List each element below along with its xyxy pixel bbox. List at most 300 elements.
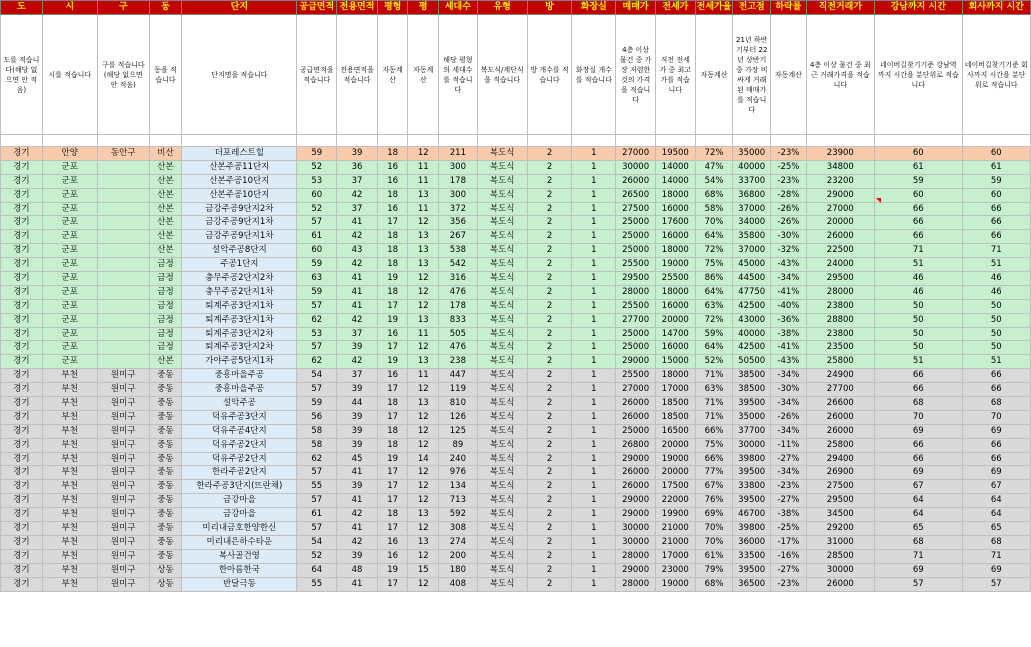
data-cell[interactable]: 60	[297, 188, 337, 202]
data-cell[interactable]: 44500	[733, 272, 771, 286]
data-cell[interactable]: 중흥마을주공	[182, 369, 297, 383]
data-cell[interactable]: 26000	[616, 174, 656, 188]
data-cell[interactable]: 72%	[695, 244, 733, 258]
data-cell[interactable]: 71	[874, 549, 962, 563]
data-cell[interactable]: 29000	[616, 508, 656, 522]
data-cell[interactable]: 14000	[655, 174, 695, 188]
data-cell[interactable]: 200	[439, 549, 478, 563]
data-cell[interactable]: 62	[297, 452, 337, 466]
data-cell[interactable]: 178	[439, 299, 478, 313]
data-cell[interactable]: 26000	[616, 397, 656, 411]
data-cell[interactable]: 원미구	[97, 438, 149, 452]
data-cell[interactable]: 중동	[149, 508, 182, 522]
data-cell[interactable]: 1	[572, 230, 616, 244]
data-cell[interactable]: 2	[527, 244, 572, 258]
data-cell[interactable]: -40%	[771, 299, 807, 313]
data-cell[interactable]: 26000	[806, 230, 874, 244]
data-cell[interactable]: -41%	[771, 341, 807, 355]
data-cell[interactable]: 2	[527, 577, 572, 591]
data-cell[interactable]: 12	[408, 272, 439, 286]
data-cell[interactable]: 238	[439, 355, 478, 369]
data-cell[interactable]: 51	[962, 258, 1030, 272]
data-cell[interactable]: 18	[377, 230, 408, 244]
column-header-cell[interactable]: 화장실	[572, 1, 616, 15]
data-cell[interactable]: 20000	[806, 216, 874, 230]
data-cell[interactable]: 33800	[733, 480, 771, 494]
data-cell[interactable]: 23200	[806, 174, 874, 188]
data-cell[interactable]: -30%	[771, 230, 807, 244]
data-cell[interactable]: 68	[874, 535, 962, 549]
data-cell[interactable]: 125	[439, 424, 478, 438]
data-cell[interactable]: 66	[874, 383, 962, 397]
data-cell[interactable]: 29000	[806, 188, 874, 202]
empty-cell[interactable]	[1, 135, 43, 147]
data-cell[interactable]: 51	[874, 355, 962, 369]
data-cell[interactable]: 복도식	[477, 563, 527, 577]
data-cell[interactable]: 53	[297, 174, 337, 188]
data-cell[interactable]: 63	[297, 272, 337, 286]
data-cell[interactable]: 41	[337, 299, 378, 313]
data-cell[interactable]: 79%	[695, 563, 733, 577]
data-cell[interactable]: 67%	[695, 480, 733, 494]
data-cell[interactable]: 원미구	[97, 369, 149, 383]
data-cell[interactable]: 59%	[695, 327, 733, 341]
data-cell[interactable]: 2	[527, 563, 572, 577]
data-cell[interactable]: 경기	[1, 549, 43, 563]
data-cell[interactable]: 66	[962, 230, 1030, 244]
data-cell[interactable]: 59	[962, 174, 1030, 188]
empty-cell[interactable]	[616, 135, 656, 147]
data-cell[interactable]: 1	[572, 341, 616, 355]
data-cell[interactable]: 2	[527, 494, 572, 508]
data-cell[interactable]	[97, 244, 149, 258]
data-cell[interactable]: 2	[527, 313, 572, 327]
data-cell[interactable]	[97, 202, 149, 216]
data-cell[interactable]: 48	[337, 563, 378, 577]
data-cell[interactable]: -38%	[771, 508, 807, 522]
data-cell[interactable]: 42	[337, 230, 378, 244]
data-cell[interactable]: 중동	[149, 466, 182, 480]
data-cell[interactable]: 19	[377, 272, 408, 286]
empty-cell[interactable]	[806, 135, 874, 147]
data-cell[interactable]: 군포	[42, 285, 97, 299]
data-cell[interactable]: 1	[572, 563, 616, 577]
data-cell[interactable]: 60	[297, 244, 337, 258]
data-cell[interactable]: 14000	[655, 160, 695, 174]
data-cell[interactable]: 29500	[616, 272, 656, 286]
data-cell[interactable]: 68%	[695, 188, 733, 202]
data-cell[interactable]: 복도식	[477, 174, 527, 188]
data-cell[interactable]: 42	[337, 188, 378, 202]
data-cell[interactable]: 2	[527, 147, 572, 161]
data-cell[interactable]: 더포레스트힐	[182, 147, 297, 161]
data-cell[interactable]: 1	[572, 535, 616, 549]
data-cell[interactable]: 1	[572, 480, 616, 494]
data-cell[interactable]: 경기	[1, 258, 43, 272]
data-cell[interactable]: 25800	[806, 355, 874, 369]
data-cell[interactable]: 35000	[733, 147, 771, 161]
data-cell[interactable]: 2	[527, 355, 572, 369]
data-cell[interactable]: 원미구	[97, 397, 149, 411]
data-cell[interactable]: 30000	[616, 535, 656, 549]
data-cell[interactable]: 46	[962, 285, 1030, 299]
data-cell[interactable]: 65	[874, 522, 962, 536]
data-cell[interactable]: 63%	[695, 383, 733, 397]
data-cell[interactable]: 경기	[1, 230, 43, 244]
data-cell[interactable]: 16	[377, 535, 408, 549]
data-cell[interactable]: 43000	[733, 313, 771, 327]
data-cell[interactable]: 70%	[695, 522, 733, 536]
data-cell[interactable]: 산본	[149, 216, 182, 230]
data-cell[interactable]: 덕유주공3단지	[182, 410, 297, 424]
data-cell[interactable]: 39	[337, 480, 378, 494]
data-cell[interactable]: 안양	[42, 147, 97, 161]
data-cell[interactable]: 복도식	[477, 549, 527, 563]
column-header-cell[interactable]: 직전거래가	[806, 1, 874, 15]
data-cell[interactable]: 23800	[806, 299, 874, 313]
data-cell[interactable]: 경기	[1, 480, 43, 494]
data-cell[interactable]: 33700	[733, 174, 771, 188]
data-cell[interactable]: 13	[408, 258, 439, 272]
data-cell[interactable]: 12	[408, 438, 439, 452]
data-cell[interactable]: 2	[527, 522, 572, 536]
data-cell[interactable]: 산본주공11단지	[182, 160, 297, 174]
data-cell[interactable]: 16	[377, 174, 408, 188]
data-cell[interactable]: 주공1단지	[182, 258, 297, 272]
data-cell[interactable]: 1	[572, 147, 616, 161]
data-cell[interactable]: 원미구	[97, 494, 149, 508]
data-cell[interactable]: 19	[377, 355, 408, 369]
data-cell[interactable]: 476	[439, 341, 478, 355]
data-cell[interactable]: 23000	[655, 563, 695, 577]
data-cell[interactable]: 51	[874, 258, 962, 272]
data-cell[interactable]: 69	[874, 563, 962, 577]
description-cell[interactable]: 자동계산	[771, 15, 807, 135]
description-cell[interactable]: 네이버길찾기기준 강남역까지 시간을 분단위로 적습니다	[874, 15, 962, 135]
data-cell[interactable]: 복도식	[477, 383, 527, 397]
data-cell[interactable]: 27500	[616, 202, 656, 216]
data-cell[interactable]: -34%	[771, 397, 807, 411]
data-cell[interactable]: 군포	[42, 258, 97, 272]
data-cell[interactable]: 126	[439, 410, 478, 424]
data-cell[interactable]: 부천	[42, 522, 97, 536]
data-cell[interactable]: 15	[408, 563, 439, 577]
data-cell[interactable]: 25500	[616, 299, 656, 313]
data-cell[interactable]: 69	[874, 424, 962, 438]
data-cell[interactable]: 16000	[655, 299, 695, 313]
data-cell[interactable]: 26000	[616, 480, 656, 494]
data-cell[interactable]: 39	[337, 147, 378, 161]
empty-cell[interactable]	[695, 135, 733, 147]
data-cell[interactable]: 26000	[806, 577, 874, 591]
data-cell[interactable]: 27700	[616, 313, 656, 327]
data-cell[interactable]: 26000	[806, 424, 874, 438]
data-cell[interactable]: 11	[408, 369, 439, 383]
data-cell[interactable]: 2	[527, 327, 572, 341]
data-cell[interactable]: 39500	[733, 466, 771, 480]
data-cell[interactable]: 17	[377, 466, 408, 480]
data-cell[interactable]: 부천	[42, 452, 97, 466]
data-cell[interactable]: 17	[377, 341, 408, 355]
data-cell[interactable]: 군포	[42, 313, 97, 327]
data-cell[interactable]: 2	[527, 549, 572, 563]
data-cell[interactable]: 76%	[695, 494, 733, 508]
data-cell[interactable]: 50	[874, 341, 962, 355]
column-header-cell[interactable]: 구	[97, 1, 149, 15]
data-cell[interactable]: 66	[962, 452, 1030, 466]
data-cell[interactable]: 복도식	[477, 313, 527, 327]
data-cell[interactable]: 19	[377, 313, 408, 327]
data-cell[interactable]: 57	[874, 577, 962, 591]
data-cell[interactable]: 17000	[655, 549, 695, 563]
data-cell[interactable]: 18000	[655, 188, 695, 202]
data-cell[interactable]: 복도식	[477, 397, 527, 411]
data-cell[interactable]: 원미구	[97, 535, 149, 549]
data-cell[interactable]: 39800	[733, 452, 771, 466]
description-cell[interactable]: 자동계산	[695, 15, 733, 135]
data-cell[interactable]: 26600	[806, 397, 874, 411]
data-cell[interactable]: 58	[297, 424, 337, 438]
data-cell[interactable]: 72%	[695, 313, 733, 327]
data-cell[interactable]: 복도식	[477, 216, 527, 230]
data-cell[interactable]	[97, 285, 149, 299]
data-cell[interactable]: 33500	[733, 549, 771, 563]
data-cell[interactable]: 25000	[616, 230, 656, 244]
data-cell[interactable]: 12	[408, 522, 439, 536]
data-cell[interactable]: 52%	[695, 355, 733, 369]
data-cell[interactable]: 18	[377, 508, 408, 522]
data-cell[interactable]: 18	[377, 258, 408, 272]
data-cell[interactable]: 중동	[149, 452, 182, 466]
data-cell[interactable]: -27%	[771, 563, 807, 577]
data-cell[interactable]: 원미구	[97, 522, 149, 536]
data-cell[interactable]: 원미구	[97, 508, 149, 522]
empty-cell[interactable]	[733, 135, 771, 147]
description-cell[interactable]: 단지명을 적습니다	[182, 15, 297, 135]
column-header-cell[interactable]: 평	[408, 1, 439, 15]
data-cell[interactable]: 1	[572, 397, 616, 411]
data-cell[interactable]: 2	[527, 174, 572, 188]
data-cell[interactable]: 1	[572, 160, 616, 174]
data-cell[interactable]: 66	[962, 369, 1030, 383]
data-cell[interactable]: 51	[962, 355, 1030, 369]
data-cell[interactable]: 46	[874, 272, 962, 286]
data-cell[interactable]: 267	[439, 230, 478, 244]
data-cell[interactable]: 부천	[42, 494, 97, 508]
data-cell[interactable]: 부천	[42, 438, 97, 452]
data-cell[interactable]: 713	[439, 494, 478, 508]
data-cell[interactable]: 26500	[616, 188, 656, 202]
data-cell[interactable]: 중동	[149, 480, 182, 494]
data-cell[interactable]: 복도식	[477, 147, 527, 161]
data-cell[interactable]: 50	[874, 299, 962, 313]
data-cell[interactable]: 77%	[695, 466, 733, 480]
data-cell[interactable]: 부천	[42, 549, 97, 563]
data-cell[interactable]: 57	[297, 494, 337, 508]
data-cell[interactable]: 경기	[1, 563, 43, 577]
data-cell[interactable]: 복도식	[477, 341, 527, 355]
data-cell[interactable]: 54	[297, 535, 337, 549]
data-cell[interactable]: 원미구	[97, 549, 149, 563]
data-cell[interactable]: 경기	[1, 327, 43, 341]
data-cell[interactable]: 19000	[655, 258, 695, 272]
column-header-cell[interactable]: 유형	[477, 1, 527, 15]
data-cell[interactable]: 경기	[1, 535, 43, 549]
description-cell[interactable]: 공급면적을 적습니다	[297, 15, 337, 135]
data-cell[interactable]: 29200	[806, 522, 874, 536]
data-cell[interactable]: 39	[337, 424, 378, 438]
data-cell[interactable]: 66	[962, 216, 1030, 230]
data-cell[interactable]: 57	[297, 299, 337, 313]
data-cell[interactable]: -26%	[771, 410, 807, 424]
data-cell[interactable]: 경기	[1, 216, 43, 230]
empty-cell[interactable]	[527, 135, 572, 147]
data-cell[interactable]: 1	[572, 258, 616, 272]
data-cell[interactable]: 64	[874, 494, 962, 508]
data-cell[interactable]: 경기	[1, 466, 43, 480]
data-cell[interactable]: 274	[439, 535, 478, 549]
data-cell[interactable]: 2	[527, 424, 572, 438]
data-cell[interactable]: 67	[962, 480, 1030, 494]
data-cell[interactable]: 35800	[733, 230, 771, 244]
data-cell[interactable]: 17	[377, 480, 408, 494]
data-cell[interactable]: 중동	[149, 369, 182, 383]
empty-cell[interactable]	[874, 135, 962, 147]
data-cell[interactable]: 542	[439, 258, 478, 272]
data-cell[interactable]: 37	[337, 174, 378, 188]
data-cell[interactable]: 중동	[149, 397, 182, 411]
data-cell[interactable]: 중동	[149, 424, 182, 438]
data-cell[interactable]: 금정	[149, 299, 182, 313]
data-cell[interactable]: 19	[377, 452, 408, 466]
data-cell[interactable]: 17	[377, 383, 408, 397]
data-cell[interactable]: 27000	[616, 147, 656, 161]
data-cell[interactable]: 71	[962, 549, 1030, 563]
data-cell[interactable]: 59	[297, 147, 337, 161]
description-cell[interactable]: 21년 하반기부터 22년 상반기 중 가장 비싸게 거래된 매매가를 적습니다	[733, 15, 771, 135]
data-cell[interactable]: 89	[439, 438, 478, 452]
data-cell[interactable]: 39800	[733, 522, 771, 536]
data-cell[interactable]: 11	[408, 174, 439, 188]
data-cell[interactable]: 퇴계주공3단지2차	[182, 327, 297, 341]
data-cell[interactable]: 복도식	[477, 466, 527, 480]
data-cell[interactable]: -38%	[771, 327, 807, 341]
data-cell[interactable]: 52	[297, 160, 337, 174]
data-cell[interactable]: -36%	[771, 313, 807, 327]
data-cell[interactable]: 41	[337, 285, 378, 299]
data-cell[interactable]: 39500	[733, 563, 771, 577]
description-cell[interactable]: 4층 이상 물건 중 최근 거래가격을 적습니다	[806, 15, 874, 135]
data-cell[interactable]: 54%	[695, 174, 733, 188]
empty-cell[interactable]	[655, 135, 695, 147]
data-cell[interactable]	[97, 230, 149, 244]
data-cell[interactable]: 2	[527, 452, 572, 466]
data-cell[interactable]: 산본주공10단지	[182, 188, 297, 202]
data-cell[interactable]: 경기	[1, 494, 43, 508]
data-cell[interactable]: 64	[962, 508, 1030, 522]
column-header-cell[interactable]: 전용면적	[337, 1, 378, 15]
data-cell[interactable]: 28000	[616, 549, 656, 563]
data-cell[interactable]: 부천	[42, 535, 97, 549]
data-cell[interactable]: 19000	[655, 577, 695, 591]
data-cell[interactable]: 경기	[1, 202, 43, 216]
data-cell[interactable]: -34%	[771, 272, 807, 286]
data-cell[interactable]: 17	[377, 577, 408, 591]
data-cell[interactable]: 2	[527, 188, 572, 202]
data-cell[interactable]	[97, 216, 149, 230]
data-cell[interactable]: 군포	[42, 355, 97, 369]
data-cell[interactable]: 36	[337, 160, 378, 174]
data-cell[interactable]: 11	[408, 327, 439, 341]
data-cell[interactable]: 64	[874, 508, 962, 522]
data-cell[interactable]: 28000	[616, 577, 656, 591]
data-cell[interactable]: -34%	[771, 466, 807, 480]
data-cell[interactable]: 2	[527, 508, 572, 522]
data-cell[interactable]: 25800	[806, 438, 874, 452]
data-cell[interactable]: 69%	[695, 508, 733, 522]
data-cell[interactable]: 1	[572, 285, 616, 299]
data-cell[interactable]: 180	[439, 563, 478, 577]
data-cell[interactable]: 상동	[149, 577, 182, 591]
data-cell[interactable]: 16	[377, 202, 408, 216]
data-cell[interactable]: 경기	[1, 424, 43, 438]
data-cell[interactable]: 동안구	[97, 147, 149, 161]
description-cell[interactable]: 시를 적습니다	[42, 15, 97, 135]
data-cell[interactable]: 66	[874, 216, 962, 230]
data-cell[interactable]: 12	[408, 577, 439, 591]
data-cell[interactable]: 63%	[695, 299, 733, 313]
data-cell[interactable]: 경기	[1, 355, 43, 369]
description-cell[interactable]: 구를 적습니다(해당 없으면 안 적음)	[97, 15, 149, 135]
data-cell[interactable]: 29400	[806, 452, 874, 466]
data-cell[interactable]: 17	[377, 299, 408, 313]
data-cell[interactable]: 62	[297, 355, 337, 369]
data-cell[interactable]: 54	[297, 369, 337, 383]
data-cell[interactable]: -30%	[771, 383, 807, 397]
data-cell[interactable]: 11	[408, 160, 439, 174]
data-cell[interactable]	[97, 355, 149, 369]
data-cell[interactable]: 군포	[42, 244, 97, 258]
data-cell[interactable]: 복도식	[477, 508, 527, 522]
data-cell[interactable]: -43%	[771, 355, 807, 369]
description-cell[interactable]: 직전 전세가 중 최고가를 적습니다	[655, 15, 695, 135]
data-cell[interactable]: 부천	[42, 563, 97, 577]
data-cell[interactable]: 24000	[806, 258, 874, 272]
data-cell[interactable]: 부천	[42, 397, 97, 411]
data-cell[interactable]: 27000	[806, 202, 874, 216]
data-cell[interactable]: 50500	[733, 355, 771, 369]
data-cell[interactable]	[97, 188, 149, 202]
data-cell[interactable]: 12	[408, 299, 439, 313]
data-cell[interactable]: 57	[297, 522, 337, 536]
data-cell[interactable]: 39	[337, 410, 378, 424]
column-header-cell[interactable]: 동	[149, 1, 182, 15]
data-cell[interactable]: 41	[337, 577, 378, 591]
data-cell[interactable]: 13	[408, 230, 439, 244]
data-cell[interactable]: 1	[572, 549, 616, 563]
data-cell[interactable]: 복도식	[477, 522, 527, 536]
column-header-cell[interactable]: 회사까지 시간	[962, 1, 1030, 15]
data-cell[interactable]: 27700	[806, 383, 874, 397]
data-cell[interactable]: 37	[337, 369, 378, 383]
data-cell[interactable]: 금강주공9단지2차	[182, 202, 297, 216]
data-cell[interactable]: 원미구	[97, 466, 149, 480]
data-cell[interactable]: 34000	[733, 216, 771, 230]
data-cell[interactable]: 40000	[733, 160, 771, 174]
data-cell[interactable]: 75%	[695, 438, 733, 452]
description-cell[interactable]: 복도식/계단식을 적습니다	[477, 15, 527, 135]
data-cell[interactable]: 62	[297, 313, 337, 327]
